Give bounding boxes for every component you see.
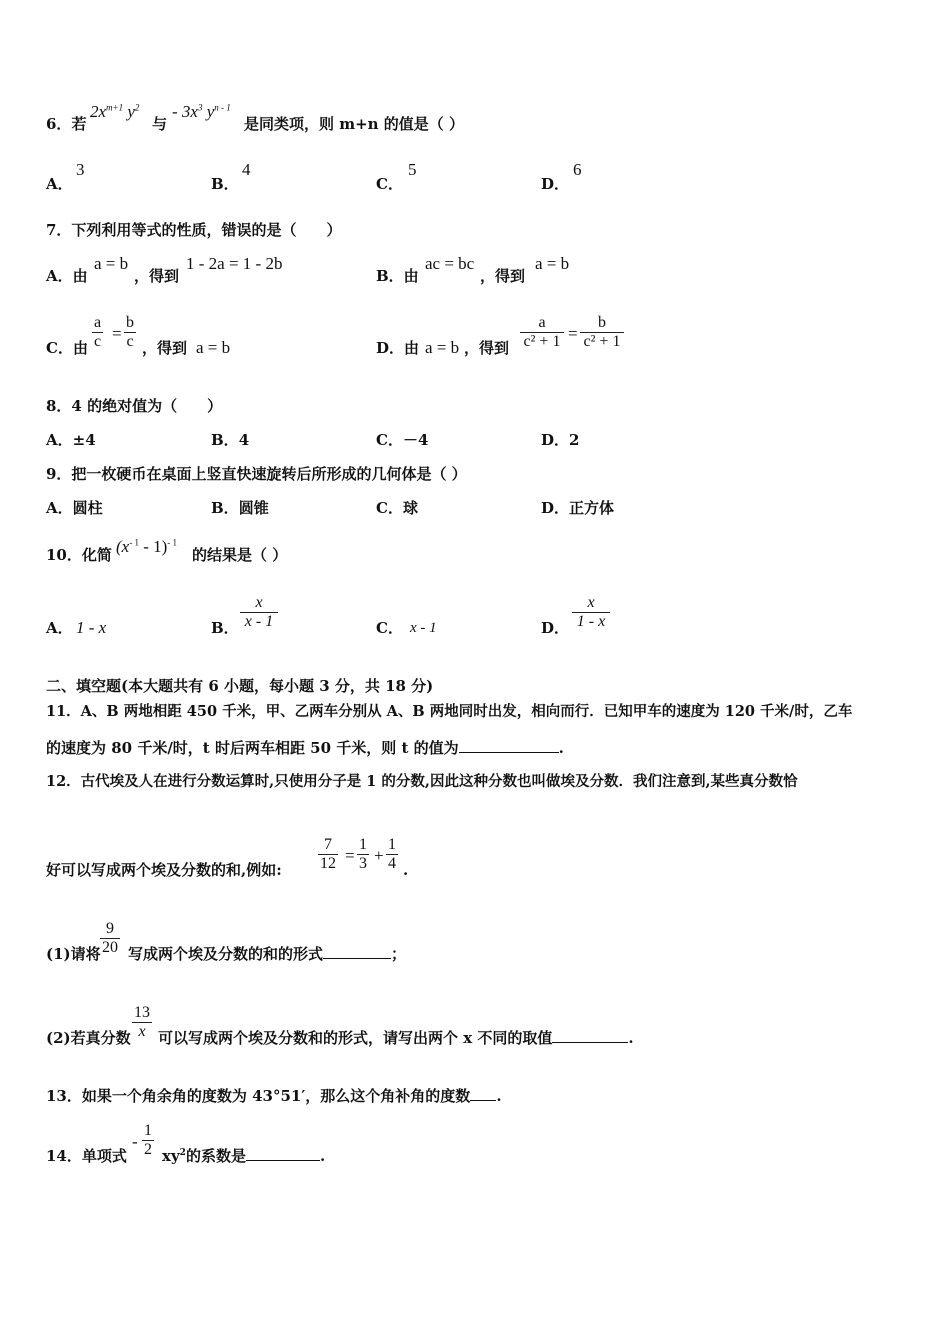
q8-option-c: C．－4	[376, 431, 429, 449]
q12-part-1-prefix: (1)请将	[46, 945, 101, 963]
q7-option-c-get: ，得到	[142, 339, 188, 357]
q10-expression: $(x^{- 1} - 1)^{- 1}$	[116, 537, 178, 556]
q7-option-a-given: a = b	[94, 254, 129, 273]
q12-part-1-blank[interactable]	[323, 944, 391, 959]
q7-d-equals: =	[568, 324, 578, 343]
q7-option-c-result: a = b	[196, 338, 231, 357]
q7-c-fraction-2: $\frac{b}{c}$	[126, 314, 134, 350]
q14-fraction: $\frac{1}{2}$	[144, 1122, 152, 1158]
q12-part-2-blank[interactable]	[552, 1028, 628, 1043]
q6-expression-1: $2x^{m+1}$ $y^2$	[90, 102, 140, 121]
q6-expression-2: - $3x^3$ $y^{n - 1}$	[172, 102, 231, 121]
q7-option-a-result: 1 - 2a = 1 - 2b	[186, 254, 283, 273]
q10-option-c-value: x - 1	[410, 620, 437, 636]
q7-option-b-given: ac = bc	[425, 254, 475, 273]
q12-example-fraction-3: $\frac{1}{4}$	[388, 836, 396, 872]
q13-answer-blank[interactable]	[470, 1086, 496, 1101]
q7-option-d-get: ，得到	[464, 339, 510, 357]
q10-option-a-label: A．	[46, 619, 73, 637]
q12-example-fraction-1: $\frac{7}{12}$	[320, 836, 336, 872]
q8-option-d: D．2	[541, 431, 580, 449]
q12-example-plus: +	[374, 846, 384, 865]
q12-line-2: 好可以写成两个埃及分数的和,例如:	[46, 861, 282, 879]
q7-option-b-result: a = b	[535, 254, 570, 273]
q7-d-fraction-2: $\frac{b}{\text{c² + 1}}$	[580, 314, 624, 351]
q12-example-equals: =	[345, 846, 355, 865]
q7-option-c-label: C．由	[46, 339, 88, 357]
q14-suffix: $xy^2$的系数是 .	[162, 1147, 326, 1165]
q7-option-d-label: D．由	[376, 339, 420, 357]
q6-option-a-label: A．	[46, 175, 73, 193]
q6-prefix: 若	[71, 115, 87, 133]
q12-part-2-prefix: (2)若真分数	[46, 1029, 131, 1047]
q7-option-a-get: ，得到	[134, 267, 180, 285]
q9-stem: 9．把一枚硬币在桌面上竖直快速旋转后所形成的几何体是（ ）	[46, 465, 467, 483]
q14-prefix: 14．单项式	[46, 1147, 127, 1165]
q10-prefix: 10．化简	[46, 546, 112, 564]
q6-option-b-label: B．	[211, 175, 239, 193]
q6-option-d-label: D．	[541, 175, 570, 193]
q13: 13．如果一个角余角的度数为 43°51′，那么这个角补角的度数 .	[46, 1087, 502, 1105]
q6-number: 6．	[46, 115, 72, 133]
q6-suffix: 是同类项，则 m+n 的值是（ ）	[244, 115, 465, 133]
q12-line-1: 12．古代埃及人在进行分数运算时,只使用分子是 1 的分数,因此这种分数也叫做埃及分数．我们注意到,某些真分数恰	[46, 773, 798, 790]
q7-option-a-label: A．由	[46, 267, 88, 285]
q12-example-fraction-2: $\frac{1}{3}$	[359, 836, 367, 872]
q8-option-a: A．±4	[46, 431, 96, 449]
q6-option-c-label: C．	[376, 175, 403, 193]
q6-option-d-value: 6	[573, 160, 582, 179]
q11-answer-blank[interactable]	[459, 738, 559, 753]
q7-d-fraction-1: $\frac{a}{\text{c² + 1}}$	[520, 314, 564, 351]
q10-option-d-label: D．	[541, 619, 570, 637]
section-2-title: 二、填空题(本大题共有 6 小题，每小题 3 分，共 18 分)	[46, 677, 434, 695]
q6-mid: 与	[152, 115, 168, 133]
q10-suffix: 的结果是（ ）	[192, 546, 288, 564]
q9-option-b: B．圆锥	[211, 499, 269, 517]
q14-negative-sign: -	[132, 1132, 138, 1151]
q7-option-b-get: ，得到	[480, 267, 526, 285]
q12-part-1-fraction: $\frac{9}{20}$	[102, 920, 118, 956]
q10-option-c-label: C．	[376, 619, 403, 637]
q11-line-2: 的速度为 80 千米/时，t 时后两车相距 50 千米，则 t 的值为 .	[46, 739, 564, 757]
q10-option-d-fraction: $\frac{x}{1 - x}$	[572, 594, 610, 631]
q8-option-b: B．4	[211, 431, 250, 449]
q7-stem: 7．下列利用等式的性质，错误的是（ ）	[46, 221, 342, 239]
q6-option-a-value: 3	[76, 160, 85, 179]
q12-part-2-fraction: $\frac{13}{x}$	[134, 1004, 150, 1040]
q9-option-c: C．球	[376, 499, 418, 517]
q9-option-a: A．圆柱	[46, 499, 103, 517]
q7-option-d-given: a = b	[425, 338, 460, 357]
q14-answer-blank[interactable]	[246, 1146, 320, 1161]
q6-option-b-value: 4	[242, 160, 251, 179]
q9-option-d: D．正方体	[541, 499, 615, 517]
q12-part-1-suffix: 写成两个埃及分数的和的形式 ；	[128, 945, 407, 963]
q7-c-equals: =	[112, 324, 122, 343]
question-6	[46, 114, 86, 134]
q11-line-1: 11．A、B 两地相距 450 千米，甲、乙两车分别从 A、B 两地同时出发，相向而行．已知甲车的速度为 120 千米/时，乙车	[46, 703, 853, 720]
q12-part-2-suffix: 可以写成两个埃及分数和的形式，请写出两个 x 不同的取值 .	[158, 1029, 634, 1047]
q10-option-b-fraction: $\frac{x}{x - 1}$	[240, 594, 278, 631]
q7-option-b-label: B．由	[376, 267, 419, 285]
q10-option-b-label: B．	[211, 619, 239, 637]
q12-example-end: .	[403, 861, 409, 879]
q8-stem: 8．4 的绝对值为（ ）	[46, 397, 223, 415]
q7-c-fraction-1: $\frac{a}{c}$	[94, 314, 102, 350]
q10-option-a-value: 1 - x	[76, 618, 107, 637]
q6-option-c-value: 5	[408, 160, 417, 179]
